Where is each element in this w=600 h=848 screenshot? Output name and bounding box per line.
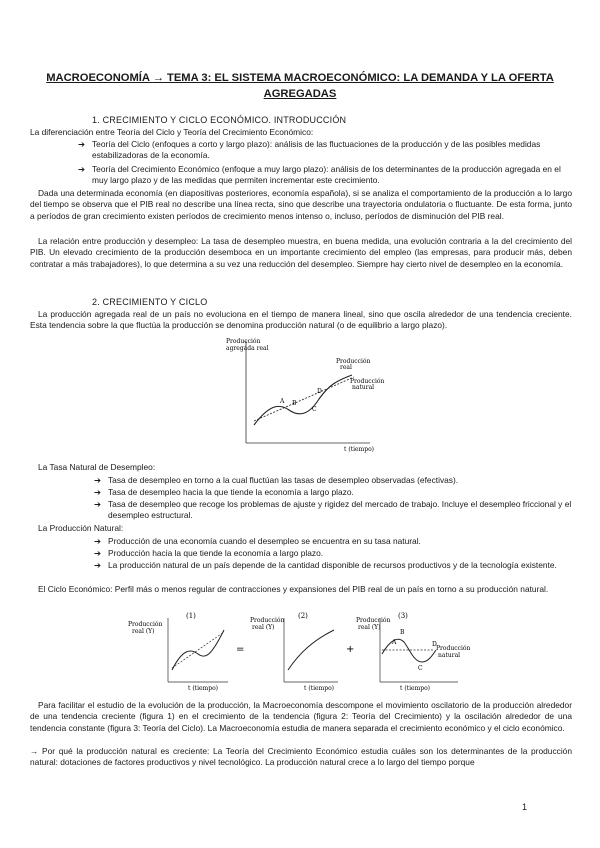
label-real-2: real: [340, 364, 352, 371]
panel-3-x-label: t (tiempo): [400, 685, 431, 692]
section-1-heading: 1. CRECIMIENTO Y CICLO ECONÓMICO. INTRODUCCIÓN: [92, 115, 347, 125]
point-a: A: [280, 398, 285, 405]
y-axis-label-2: agregada real: [226, 345, 269, 352]
list-item-text: Tasa de desempleo hacia la que tiende la economía a largo plazo.: [108, 487, 354, 497]
title-arrow: →: [152, 72, 164, 84]
panel-3-y-label-1: Producción: [356, 617, 391, 624]
panel-3-point-c: C: [418, 665, 423, 672]
section-1-intro: La diferenciación entre Teoría del Ciclo y Teoría del Crecimiento Económico:: [30, 127, 314, 137]
label-natural-2: natural: [352, 384, 375, 391]
paragraph: Dada una determinada economía (en diapositivas posteriores, economía española), si se analiza el comportamiento de la producción a lo largo del tiempo se observa que el PIB real no describe una línea recta, sino que describe una trayectoria ondulatoria o fluctuante. De esta forma, junto a períodos de gran crecimiento existen períodos de crecimiento menos intenso o, incluso, períodos de disminución del PIB real.: [30, 188, 572, 221]
arrow-bullet-icon: ➔: [94, 499, 102, 509]
y-axis-label-1: Producción: [226, 338, 261, 345]
arrow-bullet-icon: ➔: [94, 487, 102, 497]
title-subject: MACROECONOMÍA: [46, 72, 150, 84]
arrow-bullet-icon: ➔: [78, 139, 86, 149]
panel-3-label-1: Producción: [436, 645, 471, 652]
page-number: 1: [522, 802, 528, 812]
arrow-bullet-icon: ➔: [94, 548, 102, 558]
list-item: [94, 499, 574, 522]
panel-3-y-label-2: real (Y): [358, 624, 381, 631]
arrow-bullet-icon: ➔: [94, 560, 102, 570]
list-item: [94, 536, 590, 547]
panel-2-growth-curve: [288, 630, 334, 670]
document-title: [30, 70, 570, 102]
list-item-text: Teoría del Crecimiento Económico (enfoque a muy largo plazo): análisis de los determinantes de la producción agregada en el muy largo plazo y de las medidas que permiten incrementar este crecimiento.: [92, 164, 561, 186]
panel-3-point-a: A: [392, 639, 397, 646]
panel-1-y-label-1: Producción: [128, 621, 163, 628]
point-d: D: [317, 388, 322, 395]
label-natural-1: Producción: [350, 378, 385, 385]
panel-1-trend-line: [172, 632, 224, 668]
list-item-text: Tasa de desempleo en torno a la cual fluctúan las tasas de desempleo observadas (efectivas).: [108, 475, 459, 485]
list-item: [94, 487, 590, 498]
arrow-bullet-icon: ➔: [94, 475, 102, 485]
real-output-curve: [254, 375, 352, 425]
panel-2-x-label: t (tiempo): [304, 685, 335, 692]
list-item: [78, 164, 574, 187]
point-c: C: [312, 406, 317, 413]
panel-3-cycle-curve: [382, 639, 436, 662]
panel-1-number: (1): [186, 612, 196, 620]
unemployment-title: La Tasa Natural de Desempleo:: [38, 462, 156, 472]
equals-sign: =: [236, 644, 245, 655]
title-topic: TEMA 3: EL SISTEMA MACROECONÓMICO: LA DEMANDA Y LA OFERTA AGREGADAS: [166, 72, 554, 100]
list-item: [94, 548, 590, 559]
natural-output-title: La Producción Natural:: [38, 523, 124, 533]
paragraph: Para facilitar el estudio de la evolución de la producción, la Macroeconomía descompone el movimiento oscilatorio de la producción alrededor de una tendencia creciente (figura 1) en el crecimiento de la tendencia (figura 2: Teoría del Crecimiento) y la oscilación alrededor de una tendencia constante (figura 3: Teoría del Ciclo). La Macroeconomía estudia de manera separada el crecimiento económico y el ciclo económico.: [30, 700, 572, 733]
paragraph: → Por qué la producción natural es creciente: La Teoría del Crecimiento Económico estudia cuáles son los determinantes de la producción natural: dotaciones de factores productivos y nivel tecnológico. La producción natural crece a lo largo del tiempo porque: [30, 746, 572, 768]
panel-1-y-label-2: real (Y): [132, 628, 155, 635]
panel-3-point-d: D: [432, 641, 437, 648]
list-item-text: Teoría del Ciclo (enfoques a corto y largo plazo): análisis de las fluctuaciones de la producción y de las posibles medidas estabilizadoras de la economía.: [92, 139, 541, 161]
panel-2-number: (2): [298, 612, 308, 620]
section-2-heading: 2. CRECIMIENTO Y CICLO: [92, 297, 208, 307]
plus-sign: +: [346, 644, 355, 655]
panel-2-y-label-2: real (Y): [252, 624, 275, 631]
figure-cycle-decomposition: [128, 610, 471, 694]
panel-2-y-label-1: Producción: [250, 617, 285, 624]
list-item-text: Producción hacia la que tiende la economía a largo plazo.: [108, 548, 324, 558]
paragraph: El Ciclo Económico: Perfil más o menos regular de contracciones y expansiones del PIB real de un país en torno a su producción natural.: [38, 584, 549, 594]
panel-1-x-label: t (tiempo): [188, 685, 219, 692]
panel-3-number: (3): [398, 612, 408, 620]
arrow-bullet-icon: ➔: [78, 164, 86, 174]
arrow-bullet-icon: ➔: [94, 536, 102, 546]
list-item: [78, 139, 574, 162]
panel-3-point-b: B: [400, 629, 405, 636]
figure-production-trend: [224, 335, 385, 453]
natural-output-line: [254, 377, 354, 421]
list-item-text: Producción de una economía cuando el desempleo se encuentra en su tasa natural.: [108, 536, 421, 546]
list-item-text: Tasa de desempleo que recoge los problemas de ajuste y rigidez del mercado de trabajo. Incluye el desempleo friccional y el desempleo estructural.: [108, 499, 572, 521]
x-axis-label: t (tiempo): [344, 446, 375, 453]
point-b: B: [292, 400, 297, 407]
panel-3-label-2: natural: [438, 652, 461, 659]
paragraph: La relación entre producción y desempleo: La tasa de desempleo muestra, en buena medida, una evolución contraria a la del crecimiento del PIB. Un elevado crecimiento de la producción desemboca en un importante crecimiento del empleo (las empresas, para producir más, deben contratar a más trabajadores), lo que determina a su vez una reducción del desempleo. Siempre hay cierto nivel de desempleo en la economía.: [30, 236, 572, 269]
list-item: [94, 560, 574, 571]
label-real-1: Producción: [336, 358, 371, 365]
list-item-text: La producción natural de un país depende de la cantidad disponible de recursos productivos y de la tecnología existente.: [108, 560, 557, 570]
paragraph: La producción agregada real de un país no evoluciona en el tiempo de manera lineal, sino que oscila alrededor de una tendencia creciente. Esta tendencia sobre la que fluctúa la producción se denomina producción natural (o de equilibrio a largo plazo).: [30, 309, 572, 331]
list-item: [94, 475, 590, 486]
